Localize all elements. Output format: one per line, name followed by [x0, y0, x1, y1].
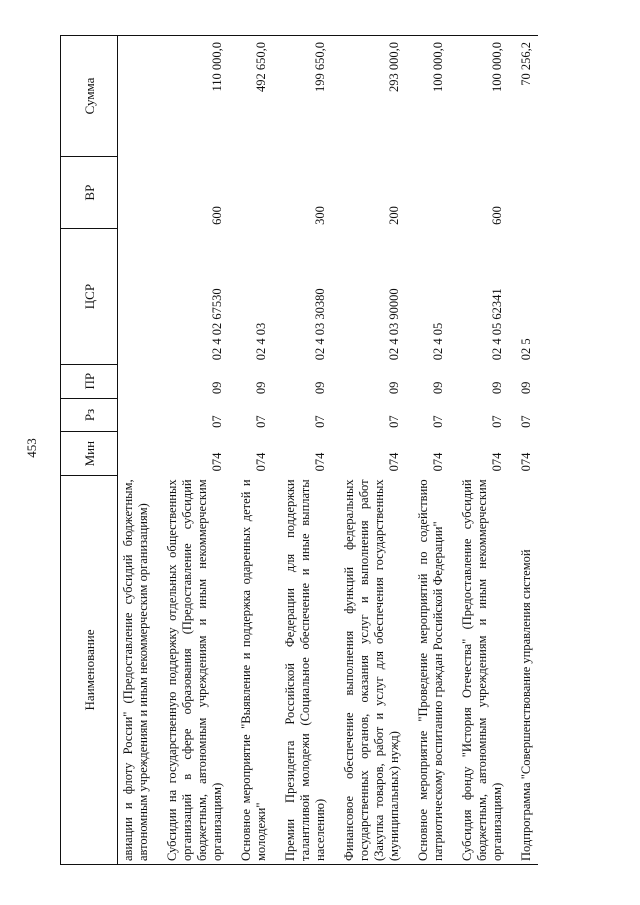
row-sum: [118, 36, 156, 157]
row-pr: 09: [313, 381, 327, 395]
row-csr: 02 4 03: [254, 322, 268, 361]
budget-table-sheet: [60, 35, 590, 865]
row-name: Субсидии на государственную поддержку отдельных общественных организаций в сфере образования (Предоставление субсидий бюджетным, автономным учреждениям и иным некоммерческим организациям): [155, 475, 229, 864]
row-sum: 100 000,0: [450, 36, 509, 157]
row-min: 074: [254, 452, 268, 472]
header-csr: ЦСР: [61, 229, 118, 364]
table-row: [118, 36, 156, 865]
table-row: [406, 36, 450, 865]
row-rz: 07: [387, 415, 401, 428]
row-vr: 200: [387, 206, 401, 225]
row-name: Премии Президента Российской Федерации для поддержки талантливой молодежи (Социальное обеспечение и иные выплаты населению): [273, 475, 332, 864]
row-vr: [229, 156, 273, 229]
table-row: [450, 36, 509, 865]
row-rz: 07: [313, 415, 327, 428]
table-row: [155, 36, 229, 865]
table-row: [332, 36, 406, 865]
row-sum: 293 000,0: [332, 36, 406, 157]
header-pr: ПР: [61, 364, 118, 398]
row-vr: 300: [313, 206, 327, 225]
row-min: 074: [519, 452, 533, 472]
row-name: Финансовое обеспечение выполнения функций федеральных государственных органов, оказания услуг и выполнения работ (Закупка товаров, работ и услуг для обеспечения государственных (муниципальных) нужд): [332, 475, 406, 864]
row-pr: 09: [490, 381, 504, 395]
row-sum: 110 000,0: [155, 36, 229, 157]
row-name: Подпрограмма "Совершенствование управления системой: [509, 475, 538, 864]
row-sum: 492 650,0: [229, 36, 273, 157]
row-name: авиации и флоту России" (Предоставление субсидий бюджетным, автономным учреждениям и иным некоммерческим организациям): [118, 475, 156, 864]
table-header-row: [61, 36, 118, 865]
row-rz: 07: [519, 415, 533, 428]
page-number: 453: [24, 438, 39, 458]
header-rz: Рз: [61, 398, 118, 432]
row-min: 074: [313, 452, 327, 472]
row-pr: 09: [519, 381, 533, 395]
row-min: 074: [490, 452, 504, 472]
row-pr: 09: [387, 381, 401, 395]
row-csr: 02 4 03 90000: [387, 288, 401, 361]
row-name: Субсидия фонду "История Отечества" (Предоставление субсидий бюджетным, автономным учреждениям и иным некоммерческим организациям): [450, 475, 509, 864]
row-rz: 07: [490, 415, 504, 428]
row-csr: 02 4 05: [431, 322, 445, 361]
row-name: Основное мероприятие "Проведение мероприятий по содействию патриотическому воспитанию граждан Российской Федерации": [406, 475, 450, 864]
row-sum: 199 650,0: [273, 36, 332, 157]
row-vr: [406, 156, 450, 229]
row-vr: 600: [490, 206, 504, 225]
row-rz: 07: [254, 415, 268, 428]
row-pr: 09: [210, 381, 224, 395]
row-csr: 02 4 03 30380: [313, 288, 327, 361]
row-sum: 70 256,2: [509, 36, 538, 157]
row-min: 074: [210, 452, 224, 472]
row-csr: 02 5: [519, 338, 533, 361]
row-pr: [118, 364, 156, 398]
row-pr: 09: [254, 381, 268, 395]
header-vr: ВР: [61, 156, 118, 229]
row-csr: 02 4 05 62341: [490, 288, 504, 361]
table-row: [273, 36, 332, 865]
header-min: Мин: [61, 432, 118, 476]
table-row: [229, 36, 273, 865]
header-name: Наименование: [61, 475, 118, 864]
header-sum: Сумма: [61, 36, 118, 157]
row-min: [118, 432, 156, 476]
row-name: Основное мероприятие "Выявление и поддержка одаренных детей и молодежи": [229, 475, 273, 864]
row-rz: [118, 398, 156, 432]
row-csr: 02 4 02 67530: [210, 288, 224, 361]
row-csr: [118, 229, 156, 364]
row-min: 074: [431, 452, 445, 472]
row-rz: 07: [210, 415, 224, 428]
row-vr: [118, 156, 156, 229]
table-row: [509, 36, 538, 865]
row-sum: 100 000,0: [406, 36, 450, 157]
budget-table: [60, 35, 538, 865]
row-rz: 07: [431, 415, 445, 428]
row-min: 074: [387, 452, 401, 472]
row-vr: 600: [210, 206, 224, 225]
row-vr: [509, 156, 538, 229]
row-pr: 09: [431, 381, 445, 395]
